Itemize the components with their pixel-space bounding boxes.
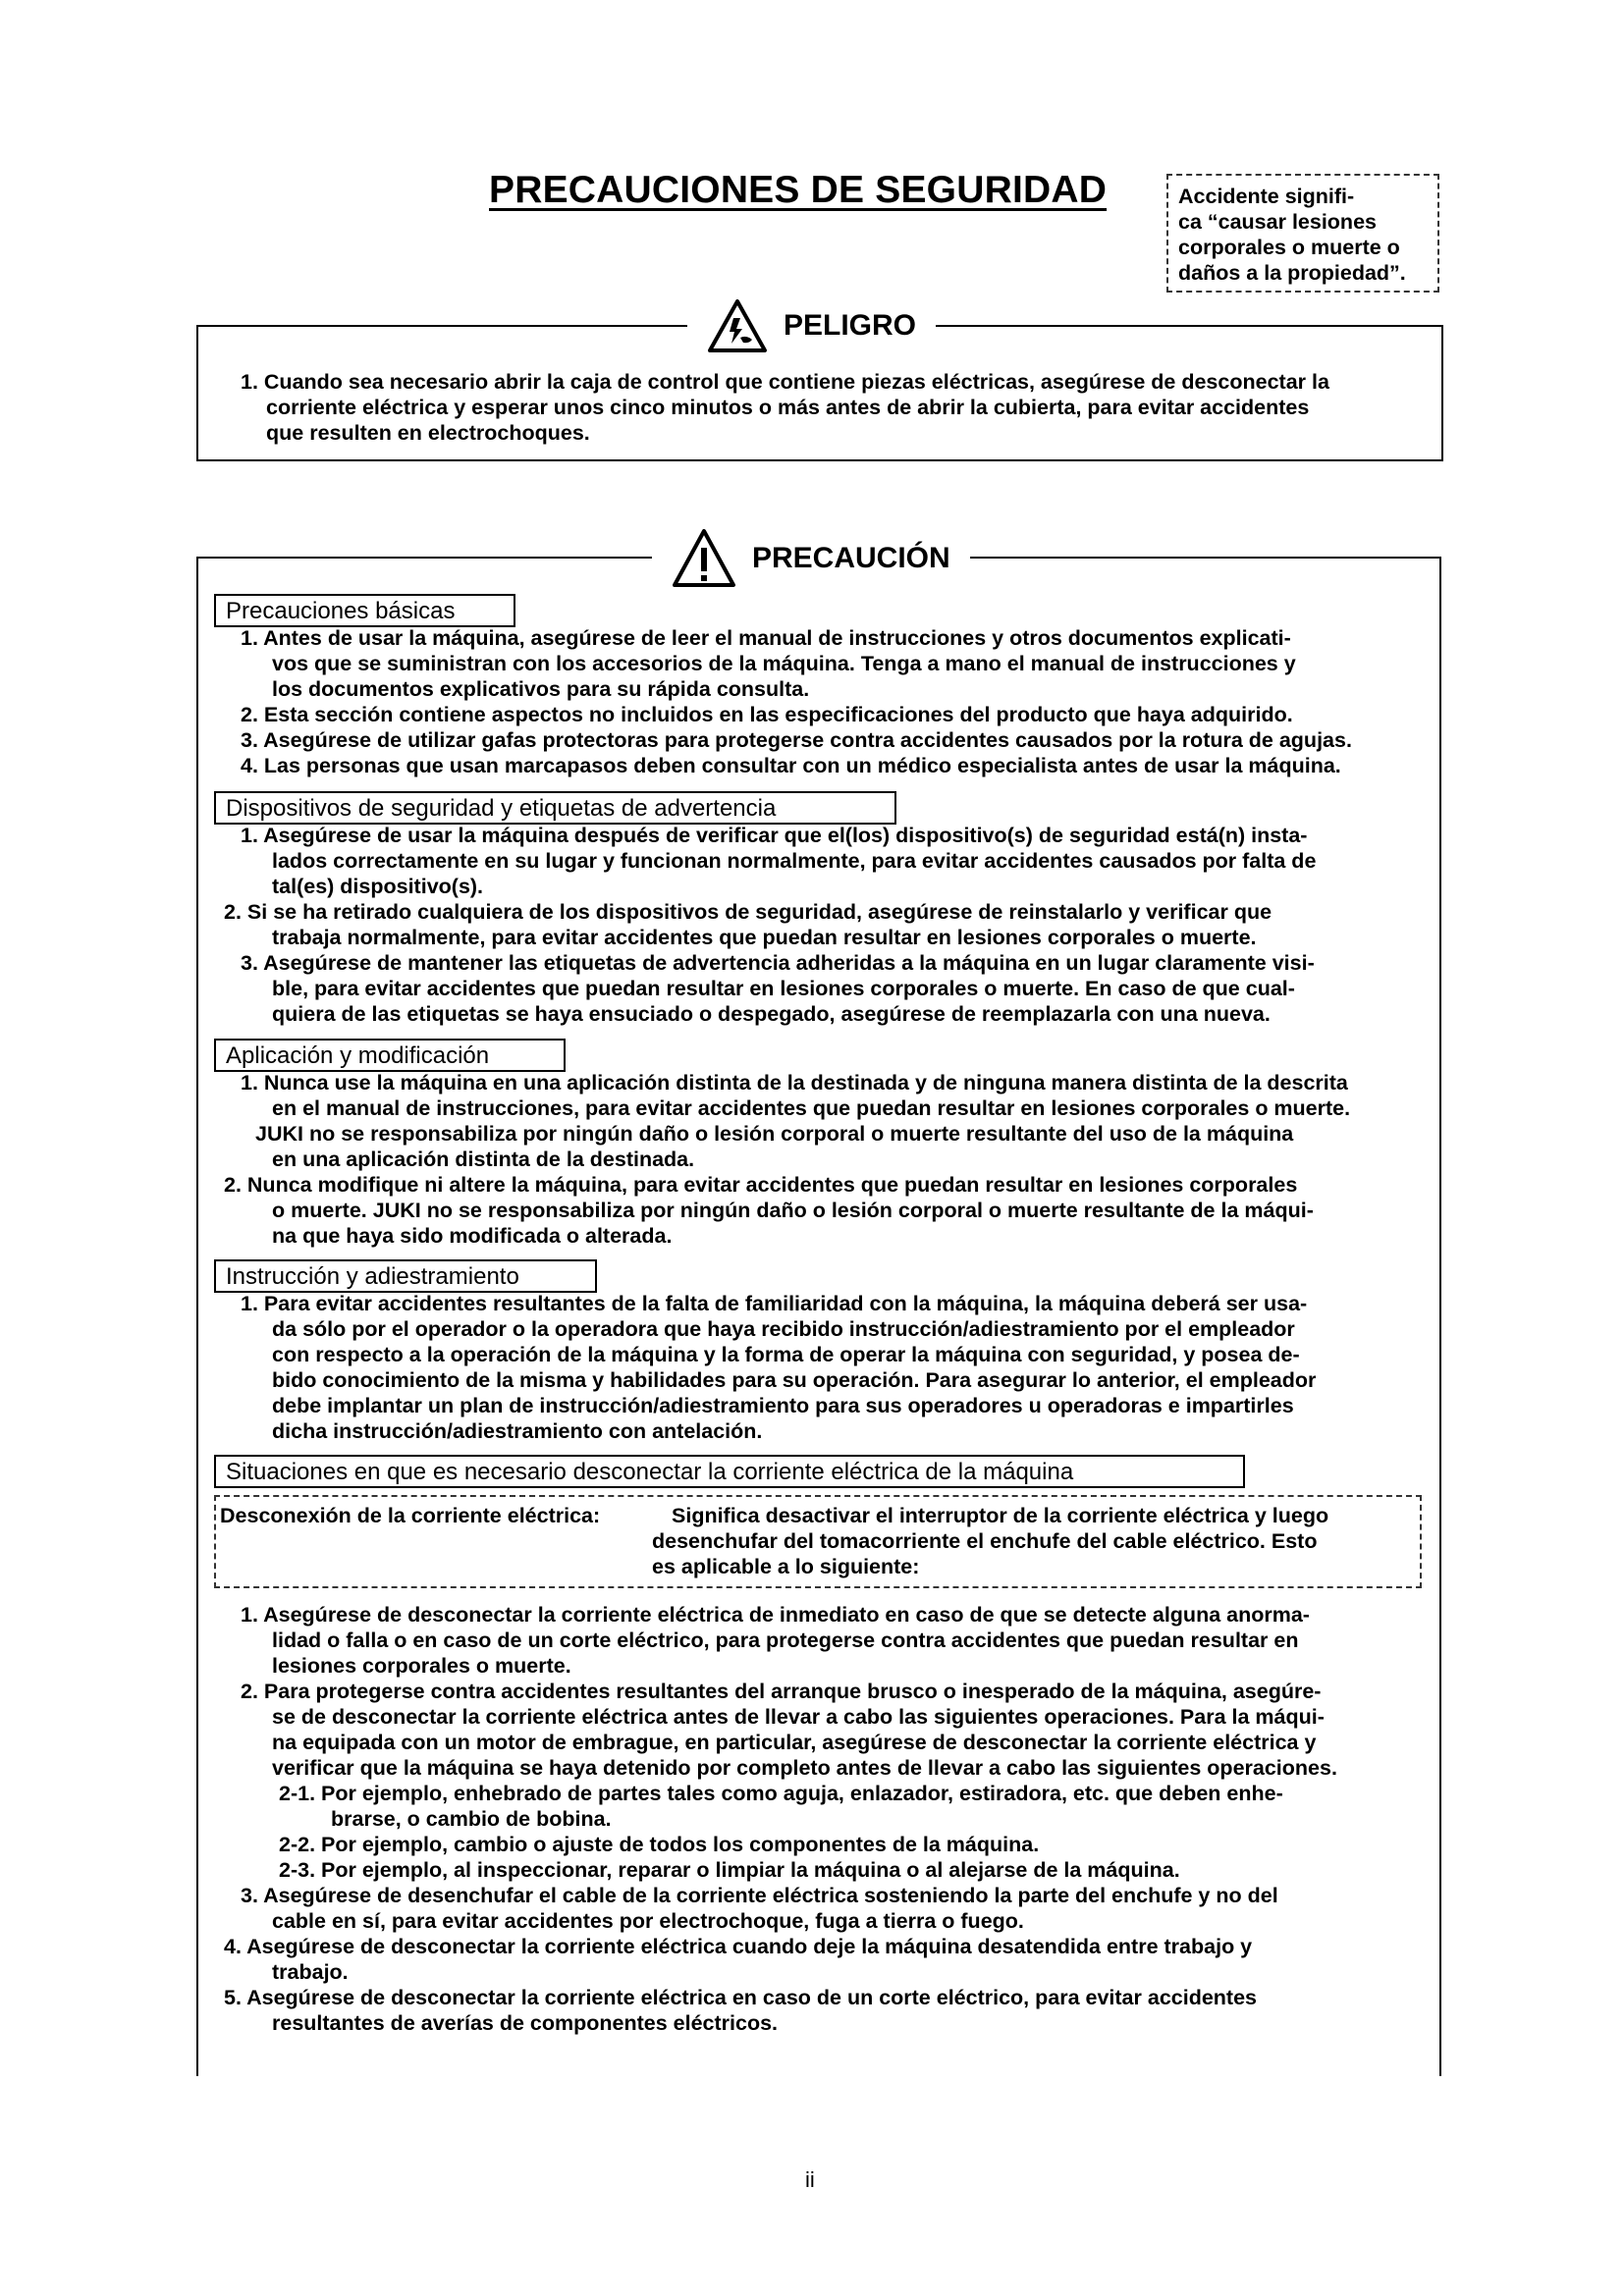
section-application-title: Aplicación y modificación <box>214 1039 566 1072</box>
disconnect-line: 2-1. Por ejemplo, enhebrado de partes tales como aguja, enlazador, estiradora, etc. que deben enhe- <box>279 1782 1283 1805</box>
devices-line: ble, para evitar accidentes que puedan resultar en lesiones corporales o muerte. En caso de que cual- <box>272 977 1295 1000</box>
training-line: da sólo por el operador o la operadora que haya recibido instrucción/adiestramiento por el empleador <box>272 1317 1295 1341</box>
disconnect-line: 1. Asegúrese de desconectar la corriente eléctrica de inmediato en caso de que se detecte alguna anorma- <box>241 1603 1310 1627</box>
definition-line: Significa desactivar el interruptor de la corriente eléctrica y luego <box>672 1504 1329 1527</box>
disconnect-line: cable en sí, para evitar accidentes por electrochoque, fuga a tierra o fuego. <box>272 1909 1024 1933</box>
basic-line: 3. Asegúrese de utilizar gafas protectoras para protegerse contra accidentes causados por la rotura de agujas. <box>241 728 1352 752</box>
accident-note <box>1166 174 1439 293</box>
disconnect-line: lesiones corporales o muerte. <box>272 1654 571 1678</box>
danger-line: corriente eléctrica y esperar unos cinco minutos o más antes de abrir la cubierta, para evitar accidentes <box>266 396 1310 419</box>
devices-line: tal(es) dispositivo(s). <box>272 875 484 898</box>
section-training-title: Instrucción y adiestramiento <box>214 1259 597 1293</box>
devices-line: lados correctamente en su lugar y funcionan normalmente, para evitar accidentes causados por falta de <box>272 849 1317 873</box>
basic-line: 1. Antes de usar la máquina, asegúrese de leer el manual de instrucciones y otros documentos explicati- <box>241 626 1291 650</box>
electric-shock-warning-icon <box>707 298 768 353</box>
disconnect-line: 2-3. Por ejemplo, al inspeccionar, reparar o limpiar la máquina o al alejarse de la máquina. <box>279 1858 1180 1882</box>
section-disconnect-title: Situaciones en que es necesario desconectar la corriente eléctrica de la máquina <box>214 1455 1245 1488</box>
application-line: na que haya sido modificada o alterada. <box>272 1224 673 1248</box>
devices-line: trabaja normalmente, para evitar accidentes que puedan resultar en lesiones corporales o muerte. <box>272 926 1257 949</box>
training-line: 1. Para evitar accidentes resultantes de la falta de familiaridad con la máquina, la máquina deberá ser usa- <box>241 1292 1308 1315</box>
disconnect-line: trabajo. <box>272 1960 349 1984</box>
caution-header <box>652 528 970 589</box>
basic-line: 2. Esta sección contiene aspectos no incluidos en las especificaciones del producto que haya adquirido. <box>241 703 1293 726</box>
page-number: ii <box>805 2167 815 2192</box>
disconnect-line: 2-2. Por ejemplo, cambio o ajuste de todos los componentes de la máquina. <box>279 1833 1040 1856</box>
page-title: PRECAUCIONES DE SEGURIDAD <box>489 169 1108 211</box>
training-line: bido conocimiento de la misma y habilidades para su operación. Para asegurar lo anterior, el empleador <box>272 1368 1317 1392</box>
basic-line: 4. Las personas que usan marcapasos deben consultar con un médico especialista antes de usar la máquina. <box>241 754 1341 777</box>
definition-line: es aplicable a lo siguiente: <box>652 1555 920 1578</box>
note-line: ca “causar lesiones <box>1178 210 1377 234</box>
danger-header <box>687 302 936 349</box>
caution-label: PRECAUCIÓN <box>752 542 950 574</box>
application-line: 1. Nunca use la máquina en una aplicación distinta de la destinada y de ninguna manera distinta de la descrita <box>241 1071 1348 1095</box>
application-line: JUKI no se responsabiliza por ningún daño o lesión corporal o muerte resultante del uso de la máquina <box>255 1122 1294 1146</box>
training-line: debe implantar un plan de instrucción/adiestramiento para sus operadores u operadoras e impartirles <box>272 1394 1294 1417</box>
devices-line: quiera de las etiquetas se haya ensuciado o despegado, asegúrese de reemplazarla con una nueva. <box>272 1002 1271 1026</box>
note-line: daños a la propiedad”. <box>1178 261 1406 285</box>
basic-line: vos que se suministran con los accesorios de la máquina. Tenga a mano el manual de instrucciones y <box>272 652 1296 675</box>
application-line: 2. Nunca modifique ni altere la máquina, para evitar accidentes que puedan resultar en lesiones corporales <box>224 1173 1298 1197</box>
section-basic-title: Precauciones básicas <box>214 594 515 627</box>
basic-line: los documentos explicativos para su rápida consulta. <box>272 677 810 701</box>
disconnect-line: lidad o falla o en caso de un corte eléctrico, para protegerse contra accidentes que puedan resultar en <box>272 1629 1299 1652</box>
application-line: o muerte. JUKI no se responsabiliza por ningún daño o lesión corporal o muerte resultante de la máqui- <box>272 1199 1314 1222</box>
training-line: con respecto a la operación de la máquina y la forma de operar la máquina con seguridad, y posea de- <box>272 1343 1300 1366</box>
disconnect-line: 4. Asegúrese de desconectar la corriente eléctrica cuando deje la máquina desatendida entre trabajo y <box>224 1935 1253 1958</box>
danger-line: 1. Cuando sea necesario abrir la caja de control que contiene piezas eléctricas, asegúrese de desconectar la <box>241 370 1329 394</box>
disconnect-line: 5. Asegúrese de desconectar la corriente eléctrica en caso de un corte eléctrico, para evitar accidentes <box>224 1986 1257 2009</box>
disconnect-line: na equipada con un motor de embrague, en particular, asegúrese de desconectar la corriente eléctrica y <box>272 1731 1317 1754</box>
disconnect-line: se de desconectar la corriente eléctrica antes de llevar a cabo las siguientes operaciones. Para la máqui- <box>272 1705 1325 1729</box>
definition-term: Desconexión de la corriente eléctrica: <box>220 1504 601 1527</box>
application-line: en una aplicación distinta de la destinada. <box>272 1148 695 1171</box>
disconnect-line: 2. Para protegerse contra accidentes resultantes del arranque brusco o inesperado de la máquina, asegúre- <box>241 1680 1322 1703</box>
devices-line: 3. Asegúrese de mantener las etiquetas de advertencia adheridas a la máquina en un lugar claramente visi- <box>241 951 1315 975</box>
danger-label: PELIGRO <box>784 309 917 342</box>
note-line: Accidente signifi- <box>1178 185 1355 208</box>
definition-line: desenchufar del tomacorriente el enchufe del cable eléctrico. Esto <box>652 1529 1318 1553</box>
section-devices-title: Dispositivos de seguridad y etiquetas de advertencia <box>214 791 896 825</box>
disconnect-line: 3. Asegúrese de desenchufar el cable de la corriente eléctrica sosteniendo la parte del enchufe y no del <box>241 1884 1278 1907</box>
devices-line: 2. Si se ha retirado cualquiera de los dispositivos de seguridad, asegúrese de reinstalarlo y verificar que <box>224 900 1272 924</box>
training-line: dicha instrucción/adiestramiento con antelación. <box>272 1419 763 1443</box>
note-line: corporales o muerte o <box>1178 236 1400 259</box>
disconnect-line: resultantes de averías de componentes eléctricos. <box>272 2011 779 2035</box>
application-line: en el manual de instrucciones, para evitar accidentes que puedan resultar en lesiones corporales o muerte. <box>272 1096 1351 1120</box>
danger-line: que resulten en electrochoques. <box>266 421 590 445</box>
caution-warning-icon <box>672 528 736 589</box>
disconnect-line: verificar que la máquina se haya detenido por completo antes de llevar a cabo las siguientes operaciones. <box>272 1756 1337 1780</box>
disconnect-line: brarse, o cambio de bobina. <box>331 1807 612 1831</box>
devices-line: 1. Asegúrese de usar la máquina después de verificar que el(los) dispositivo(s) de seguridad está(n) insta- <box>241 824 1308 847</box>
